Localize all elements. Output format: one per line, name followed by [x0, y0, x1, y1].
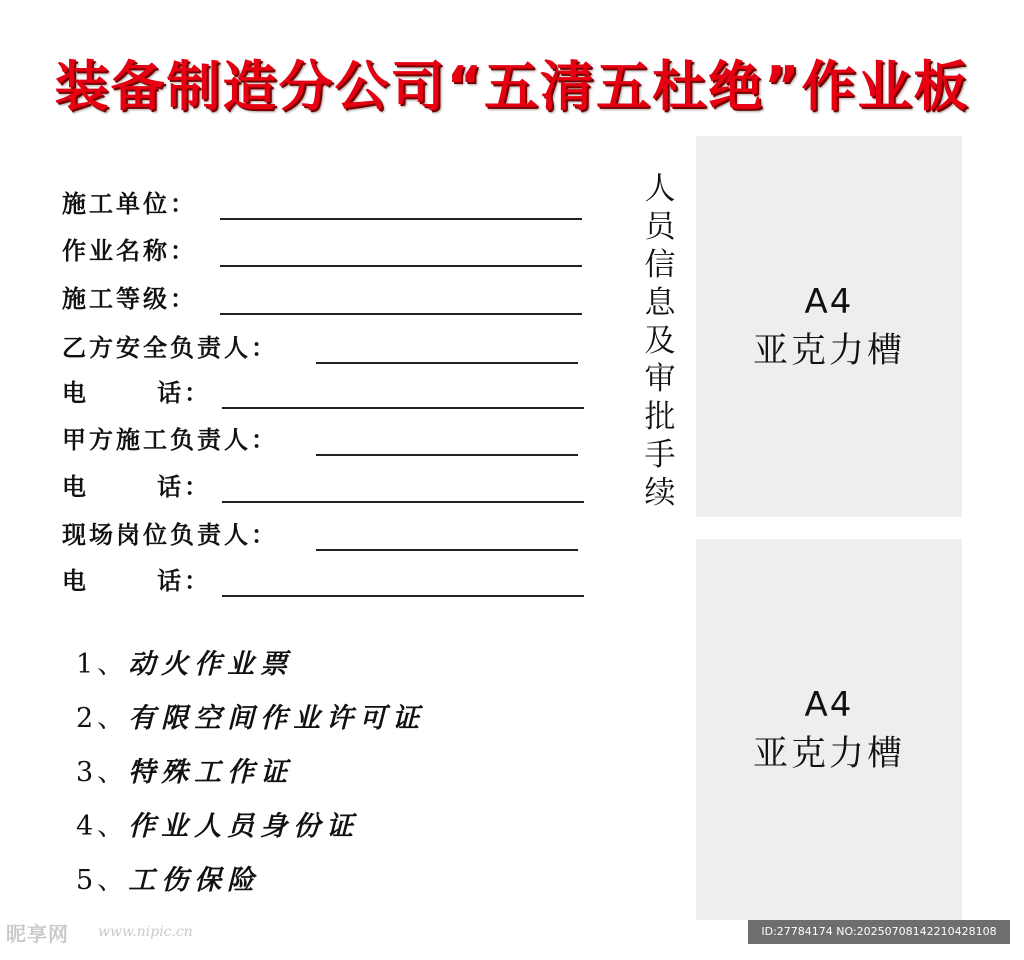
form-row-party-b-safety-lead	[62, 330, 592, 366]
document-text: 动火作业票	[128, 649, 294, 680]
form-blank-line	[316, 362, 578, 364]
document-text: 有限空间作业许可证	[128, 703, 426, 734]
form-row-construction-unit	[62, 186, 592, 222]
document-item	[76, 807, 359, 847]
vertical-char: 续	[644, 475, 676, 511]
form-blank-line	[222, 501, 584, 503]
personnel-info-vertical-label	[636, 170, 684, 512]
form-row-phone-2	[62, 469, 592, 505]
form-label: 施工单位：	[62, 190, 197, 218]
document-number: 3、	[76, 757, 129, 788]
form-row-site-post-lead	[62, 517, 592, 553]
vertical-char: 及	[644, 323, 676, 359]
form-blank-line	[220, 313, 582, 315]
form-blank-line	[316, 454, 578, 456]
vertical-char: 手	[644, 437, 676, 473]
form-blank-line	[220, 218, 582, 220]
document-number: 4、	[76, 811, 129, 842]
document-text: 作业人员身份证	[128, 811, 360, 842]
document-text: 工伤保险	[128, 865, 261, 896]
watermark-url: www.nipic.cn	[98, 924, 193, 940]
document-text: 特殊工作证	[128, 757, 294, 788]
form-row-job-name	[62, 233, 592, 269]
vertical-char: 人	[644, 171, 676, 207]
watermark-logo: 昵享网	[6, 922, 69, 946]
form-label: 乙方安全负责人：	[62, 334, 278, 362]
form-label: 作业名称：	[62, 237, 197, 265]
form-label: 施工等级：	[62, 285, 197, 313]
vertical-char: 员	[644, 209, 676, 245]
form-label: 现场岗位负责人：	[62, 521, 278, 549]
watermark-id-badge: ID:27784174 NO:20250708142210428108	[748, 920, 1010, 944]
slot-size-label: A4	[804, 684, 854, 725]
board-title: 装备制造分公司“五清五杜绝”作业板	[54, 55, 970, 118]
slot-type-label: 亚克力槽	[752, 733, 905, 774]
document-item	[76, 861, 260, 901]
slot-type-label: 亚克力槽	[752, 330, 905, 371]
form-blank-line	[316, 549, 578, 551]
vertical-char: 审	[644, 361, 676, 397]
form-blank-line	[220, 265, 582, 267]
form-row-phone-3	[62, 563, 592, 599]
form-blank-line	[222, 595, 584, 597]
form-label: 电 话：	[62, 567, 212, 595]
document-number: 2、	[76, 703, 129, 734]
document-number: 1、	[76, 649, 129, 680]
form-row-phone-1	[62, 375, 592, 411]
vertical-char: 批	[644, 399, 676, 435]
form-row-party-a-construction-lead	[62, 422, 592, 458]
vertical-char: 信	[644, 247, 676, 283]
form-blank-line	[222, 407, 584, 409]
document-item	[76, 753, 293, 793]
document-item	[76, 645, 293, 685]
form-label: 电 话：	[62, 379, 212, 407]
form-row-construction-level	[62, 281, 592, 317]
form-label: 电 话：	[62, 473, 212, 501]
form-label: 甲方施工负责人：	[62, 426, 278, 454]
a4-acrylic-slot-top	[696, 136, 962, 517]
a4-acrylic-slot-bottom	[696, 539, 962, 920]
document-number: 5、	[76, 865, 129, 896]
slot-size-label: A4	[804, 281, 854, 322]
document-item	[76, 699, 425, 739]
vertical-char: 息	[644, 285, 676, 321]
